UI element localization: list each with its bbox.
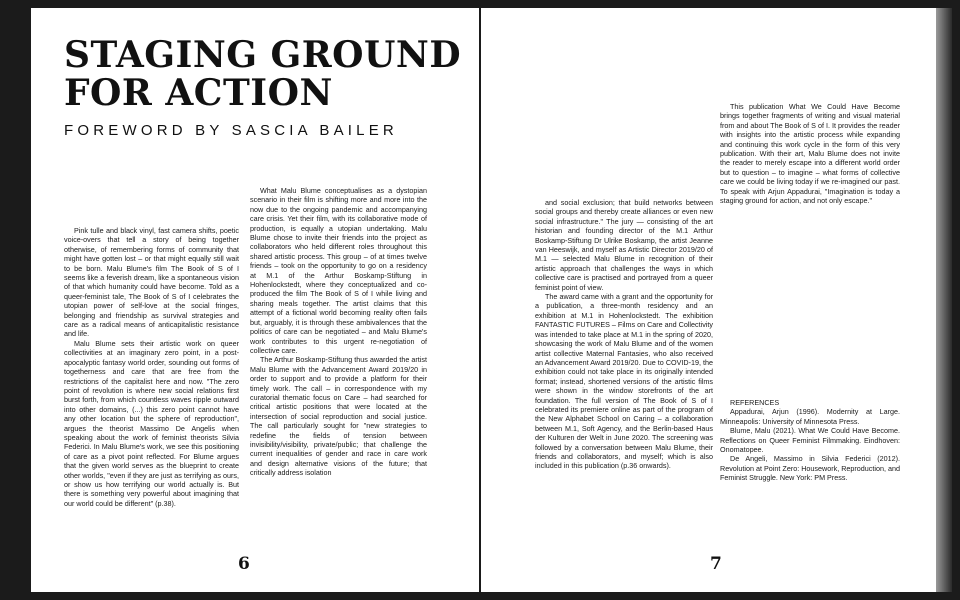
- reference-item: Appadurai, Arjun (1996). Modernity at Large. Minneapolis: University of Minnesota Press.: [720, 407, 900, 426]
- text-column-2: [250, 186, 427, 478]
- page-edge-shadow: [936, 8, 952, 592]
- references-section: [720, 398, 900, 483]
- paragraph: The award came with a grant and the opportunity for a publication, a three-month residency and an exhibition at M.1 in Hohenlockstedt. The exhibition FANTASTIC FUTURES – Films on Care and Collectivity was intended to take place at M.1 in the spring of 2020, showcasing the work of Malu Blume and of the women artist collective Maternal Fantasies, who also received an Advancement Award 2019/20. Due to COVID-19, the exhibition could not take place in its originally intended format; instead, shortened versions of the artistic films were shown in the window storefronts of the art foundation. The full version of The Book of S of I celebrated its premiere online as part of the program of the New Alphabet School on Caring – a collaboration between M.1, Soft Agency, and the Berlin-based Haus der Kulturen der Welt in June 2020. The screening was followed by a conversation between Malu Blume, their friends and collaborators, and myself; which is also included in this publication (p.36 onwards).: [535, 292, 713, 471]
- paragraph: This publication What We Could Have Become brings together fragments of writing and visual material from and about The Book of S of I. It provides the reader with insights into the artistic process while expanding and continuing this work cycle in the form of this very publication. With their art, Malu Blume does not invite the reader to merely escape into a different world order but to question – to imagine – what forms of collective care we could be living today if we re-imagined our past. To speak with Arjun Appadurai, "Imagination is today a staging ground for action, and not only escape.": [720, 102, 900, 206]
- text-column-1: [64, 226, 239, 508]
- paragraph: What Malu Blume conceptualises as a dystopian scenario in their film is shifting more and more into the now due to the ongoing pandemic and accompanying care crisis. Yet their film, with its collaborative mode of production, is equally a utopian undertaking. Malu Blume chose to invite their friends into the project as collaborators who held different roles throughout this shared artistic process. This group – of at times twelve friends – took on the opportunity to go on a residency at M.1 of the Arthur Boskamp-Stiftung in Hohenlockstedt, where they conceptualized and co-produced the film The Book of S of I while living and sharing meals together. The artist claims that this attempt of a fictional world becoming reality often fails but, arguably, it is through these ambivalences that the politics of care can be negotiated – and Malu Blume's work contributes to this urgent re-negotiation of collective care.: [250, 186, 427, 355]
- article-title: [64, 36, 461, 112]
- title-line-1: STAGING GROUND: [64, 34, 462, 76]
- reference-item: De Angeli, Massimo in Silvia Federici (2012). Revolution at Point Zero: Housework, Reproduction, and Feminist Struggle. New York: PM Press.: [720, 454, 900, 483]
- page-number-left: 6: [238, 554, 250, 574]
- page-number-right: 7: [710, 554, 722, 574]
- text-column-3: [535, 198, 713, 471]
- paragraph: Malu Blume sets their artistic work on queer collectivities at an imaginary zero point, in a post-apocalyptic fantasy world order, sounding out forms of togetherness and care that are free from the restrictions of the capitalist here and now. "The zero point of revolution is where new social relations first burst forth, from which countless waves ripple outward into other domains, (...) this zero point cannot have any other location but the sphere of reproduction", argues the theorist Massimo De Angelis when speaking about the work of feminist theorists Silvia Federici. In Malu Blume's work, we see this positioning of care as a pivot point reflected. For Blume argues that the given world serves as the blueprint to create other worlds, "even if they are just as terrifying as ours, or show us how terrifying our world actually is. But there is something very powerful about imagining that our world could be different" (p.38).: [64, 338, 239, 508]
- paragraph: and social exclusion; that build networks between social groups and thereby create alliances or even new social infrastructure." The jury — consisting of the art historian and founding director of the M.1 Arthur Boskamp-Stiftung Dr Ulrike Boskamp, the artist Jeanne van Heeswijk, and myself as Artistic Director 2019/20 of M.1 — selected Malu Blume in recognition of their artistic approach that challenges the ways in which collective care is practised and portrayed from a queer feminist point of view.: [535, 198, 713, 292]
- paragraph: The Arthur Boskamp-Stiftung thus awarded the artist Malu Blume with the Advancement Award 2019/20 in order to support and to provide a platform for their timely work. The call – in correspondence with my curatorial thematic focus on Care – had searched for critical artistic positions that were located at the intersection of social reproduction and social justice. The call particularly sought for "new strategies to redefine the fields of tension between invisibility/visibility, private/public; that challenge the current inequalities of gender and race in care work and design alternative visions of the future; that critically address isolation: [250, 355, 427, 478]
- reference-item: Blume, Malu (2021). What We Could Have Become. Reflections on Queer Feminist Filmmaking. Eindhoven: Onomatopee.: [720, 426, 900, 455]
- paragraph: Pink tulle and black vinyl, fast camera shifts, poetic voice-overs that tell a story of being together otherwise, of remembering forms of community that might have gotten lost – or that might equally still wait to be born. Malu Blume's film The Book of S of I seems like a feverish dream, like a spontaneous vision of that which humanity could have become. Told as a queer-feminist tale, The Book of S of I celebrates the utopian power of self-love at the social fringes, belonging and friendship as survival strategies and care as a radical means of anticapitalistic resistance and life.: [64, 226, 239, 339]
- text-column-4: [720, 102, 900, 205]
- title-line-2: FOR ACTION: [64, 72, 333, 114]
- references-heading: REFERENCES: [730, 398, 780, 407]
- article-subtitle: FOREWORD BY SASCIA BAILER: [64, 122, 398, 139]
